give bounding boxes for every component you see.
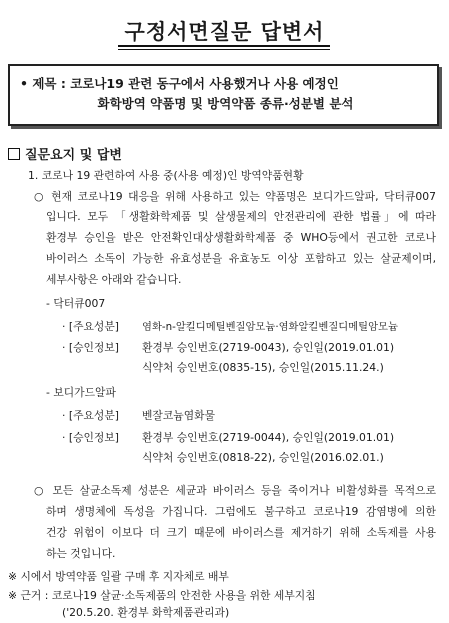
subject-box [8, 64, 439, 126]
title-underline [118, 45, 330, 50]
product1-approval-line-2: 식약처 승인번호(0835-15), 승인일(2015.11.24.) [142, 361, 384, 374]
para2-line-4: 하는 것입니다. [46, 547, 116, 560]
section-heading-text: 질문요지 및 답변 [25, 148, 122, 163]
product1-approval-line-1: 환경부 승인번호(2719-0043), 승인일(2019.01.01) [142, 341, 395, 354]
section-heading [8, 144, 122, 163]
product2-name: - 보디가드알파 [46, 386, 116, 399]
note-basis-source: ('20.5.20. 환경부 화학제품관리과) [62, 606, 230, 619]
para1-line-3: 환경부 승인을 받은 안전확인대상생활화학제품 중 WHO등에서 권고한 코로나 [46, 231, 436, 244]
para2-line-2: 하며 생명체에 독성을 가집니다. 그럼에도 불구하고 코로나19 감염병에 의한 [46, 505, 436, 518]
note-basis: ※ 근거 : 코로나19 살균·소독제품의 안전한 사용을 위한 세부지침 [8, 589, 316, 602]
product2-approval-line-2: 식약처 승인번호(0818-22), 승인일(2016.02.01.) [142, 451, 384, 464]
product1-ingredient-value: 염화-n-알킬디메틸벤질암모늄·염화알킬벤질디메틸암모늄 [142, 321, 398, 333]
para1-line-5: 세부사항은 아래와 같습니다. [46, 273, 182, 286]
subject-line-1: • 제목 : 코로나19 관련 동구에서 사용했거나 사용 예정인 [20, 76, 339, 91]
product2-approval-label: · [승인정보] [62, 431, 120, 444]
subject-line-2: 화학방역 약품명 및 방역약품 종류·성분별 분석 [97, 96, 354, 111]
product2-approval-line-1: 환경부 승인번호(2719-0044), 승인일(2019.01.01) [142, 431, 395, 444]
document-title: 구정서면질문 답변서 [124, 20, 325, 44]
checkbox-square-icon [8, 148, 20, 160]
product2-ingredient-value: 벤잘코늄염화물 [142, 409, 216, 422]
product1-name: - 닥터큐007 [46, 297, 106, 310]
product2-ingredient-label: · [주요성분] [62, 409, 120, 422]
para2-line-3: 건강 위험이 이보다 더 크기 때문에 바이러스를 제거하기 위해 소독제를 사용 [46, 526, 436, 539]
product1-ingredient-label: · [주요성분] [62, 320, 120, 333]
para1-line-2: 입니다. 모두 「생활화학제품 및 살생물제의 안전관리에 관한 법률」에 따라 [46, 210, 436, 223]
note-distribution: ※ 시에서 방역약품 일괄 구매 후 지자체로 배부 [8, 570, 229, 583]
para1-line-1: ○ 현재 코로나19 대응을 위해 사용하고 있는 약품명은 보디가드알파, 닥터큐007 [34, 190, 436, 203]
product1-approval-label: · [승인정보] [62, 341, 120, 354]
item1-heading: 1. 코로나 19 관련하여 사용 중(사용 예정)인 방역약품현황 [28, 169, 304, 182]
para2-line-1: ○ 모든 살균소독제 성분은 세균과 바이러스 등을 죽이거나 비활성화를 목적으로 [34, 484, 436, 497]
para1-line-4: 바이러스 소독이 가능한 유효성분을 유효농도 이상 포함하고 있는 살균제이며, [46, 252, 436, 265]
